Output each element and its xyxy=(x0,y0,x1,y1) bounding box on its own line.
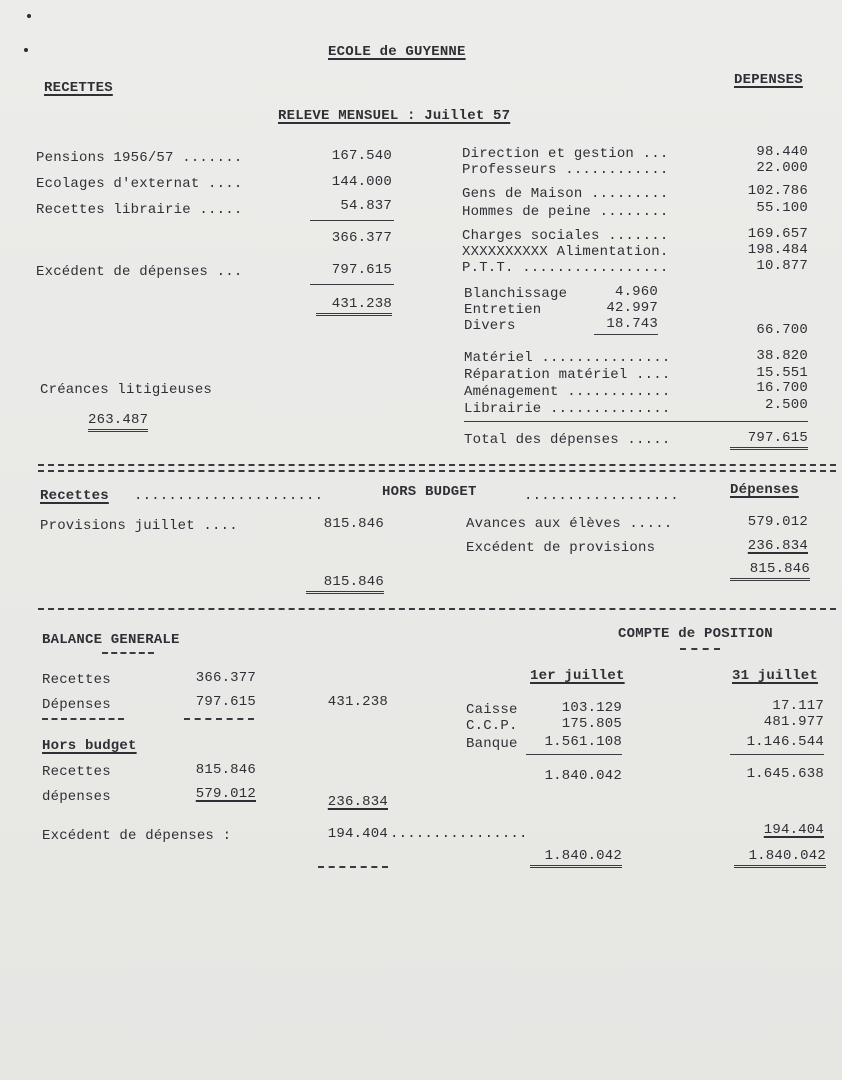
excedent-value: 797.615 xyxy=(331,262,392,278)
depenses-item-value: 10.877 xyxy=(756,258,808,274)
compte-total1: 1.840.042 xyxy=(544,768,622,784)
hb-depenses-value: 579.012 xyxy=(195,786,256,802)
depenses-item-value: 55.100 xyxy=(756,200,808,216)
school-title: ECOLE de GUYENNE xyxy=(328,44,466,60)
section-divider xyxy=(38,464,836,466)
sub-item-label: Divers xyxy=(464,318,516,334)
row-dash xyxy=(184,718,254,720)
compte-row-label: Caisse xyxy=(466,702,518,718)
punch-dot xyxy=(27,14,31,18)
depenses-item2-label: Librairie .............. xyxy=(464,401,671,417)
depenses-item2-value: 15.551 xyxy=(756,365,808,381)
row-dash xyxy=(318,866,388,868)
compte-title: COMPTE de POSITION xyxy=(618,626,773,642)
total-depenses-label: Total des dépenses ..... xyxy=(464,432,671,448)
depenses-item-label: XXXXXXXXXX Alimentation. xyxy=(462,244,669,260)
punch-dot xyxy=(24,48,28,52)
recettes-heading: RECETTES xyxy=(44,80,113,96)
hb-recettes-heading: Recettes xyxy=(40,488,109,504)
hb-depenses-label: dépenses xyxy=(42,789,111,805)
depenses-item2-label: Matériel ............... xyxy=(464,350,671,366)
balance-excedent-dots: ................ xyxy=(390,826,528,842)
compte-row-v2: 1.146.544 xyxy=(746,734,824,750)
balance-depenses-label: Dépenses xyxy=(42,697,111,713)
recettes-item-value: 144.000 xyxy=(331,174,392,190)
recettes-item-label: Ecolages d'externat .... xyxy=(36,176,243,192)
compte-col2-header: 31 juillet xyxy=(732,668,819,684)
creances-label: Créances litigieuses xyxy=(40,382,213,398)
sub-item-value: 4.960 xyxy=(614,284,658,300)
hb-left-total: 815.846 xyxy=(306,574,384,594)
depenses-item-label: P.T.T. ................. xyxy=(462,260,669,276)
sub-item-label: Entretien xyxy=(464,302,542,318)
depenses-item-value: 198.484 xyxy=(747,242,808,258)
hors-budget-title: HORS BUDGET xyxy=(382,484,477,500)
compte-final2: 1.840.042 xyxy=(734,848,826,868)
hb-right-total: 815.846 xyxy=(730,561,810,581)
depenses-item2-value: 16.700 xyxy=(756,380,808,396)
balance-depenses-value: 797.615 xyxy=(195,694,256,710)
recettes-total: 431.238 xyxy=(316,296,392,316)
underline xyxy=(464,421,808,422)
depenses-heading: DEPENSES xyxy=(734,72,803,88)
depenses-item-label: Hommes de peine ........ xyxy=(462,204,669,220)
depenses-item-label: Professeurs ............ xyxy=(462,162,669,178)
compte-row-v1: 103.129 xyxy=(561,700,622,716)
title-dash xyxy=(680,648,720,650)
provisions-value: 815.846 xyxy=(323,516,384,532)
recettes-item-label: Pensions 1956/57 ....... xyxy=(36,150,243,166)
balance-title: BALANCE GENERALE xyxy=(42,632,180,648)
compte-row-v2: 481.977 xyxy=(763,714,824,730)
compte-total2: 1.645.638 xyxy=(746,766,824,782)
underline xyxy=(310,220,394,221)
compte-row-v1: 1.561.108 xyxy=(544,734,622,750)
depenses-item-value: 169.657 xyxy=(747,226,808,242)
depenses-item-value: 102.786 xyxy=(747,183,808,199)
depenses-item-value: 22.000 xyxy=(756,160,808,176)
balance-recettes-value: 366.377 xyxy=(195,670,256,686)
provisions-label: Provisions juillet .... xyxy=(40,518,238,534)
depenses-item-label: Direction et gestion ... xyxy=(462,146,669,162)
hb-recettes-value: 815.846 xyxy=(195,762,256,778)
depenses-item2-label: Réparation matériel .... xyxy=(464,367,671,383)
sub-item-label: Blanchissage xyxy=(464,286,568,302)
balance-excedent-label: Excédent de dépenses : xyxy=(42,828,232,844)
excedent-label: Excédent de dépenses ... xyxy=(36,264,243,280)
depenses-item2-value: 38.820 xyxy=(756,348,808,364)
compte-row-v1: 175.805 xyxy=(561,716,622,732)
recettes-subtotal: 366.377 xyxy=(331,230,392,246)
hb-depenses-heading: Dépenses xyxy=(730,482,799,498)
balance-diff-value: 431.238 xyxy=(327,694,388,710)
depenses-item2-value: 2.500 xyxy=(764,397,808,413)
total-depenses-value: 797.615 xyxy=(730,430,808,450)
hb-recettes-label: Recettes xyxy=(42,764,111,780)
creances-value: 263.487 xyxy=(88,412,148,432)
depenses-item-label: Gens de Maison ......... xyxy=(462,186,669,202)
compte-excedent-value: 194.404 xyxy=(763,822,824,838)
row-dash xyxy=(42,718,124,720)
underline xyxy=(594,334,658,335)
sub-item-value: 18.743 xyxy=(606,316,658,332)
avances-label: Avances aux élèves ..... xyxy=(466,516,673,532)
excedent-provisions-label: Excédent de provisions xyxy=(466,540,656,556)
hb-right-dots: .................. xyxy=(524,488,679,504)
recettes-item-value: 54.837 xyxy=(340,198,392,214)
report-subtitle: RELEVE MENSUEL : Juillet 57 xyxy=(278,108,511,124)
compte-col1-header: 1er juillet xyxy=(530,668,625,684)
recettes-item-value: 167.540 xyxy=(331,148,392,164)
depenses-item2-label: Aménagement ............ xyxy=(464,384,671,400)
hors-budget-label: Hors budget xyxy=(42,738,137,754)
balance-excedent-value: 194.404 xyxy=(327,826,388,842)
compte-final1: 1.840.042 xyxy=(530,848,622,868)
avances-value: 579.012 xyxy=(747,514,808,530)
hb-diff-value: 236.834 xyxy=(327,794,388,810)
title-dash xyxy=(102,652,154,654)
excedent-provisions-value: 236.834 xyxy=(747,538,808,554)
compte-row-label: Banque xyxy=(466,736,518,752)
depenses-item-label: Charges sociales ....... xyxy=(462,228,669,244)
underline xyxy=(526,754,622,755)
underline xyxy=(730,754,824,755)
hb-left-dots: ...................... xyxy=(134,488,324,504)
sub-item-value: 42.997 xyxy=(606,300,658,316)
recettes-item-label: Recettes librairie ..... xyxy=(36,202,243,218)
underline xyxy=(310,284,394,285)
sub-total-value: 66.700 xyxy=(756,322,808,338)
section-divider xyxy=(38,608,836,610)
section-divider xyxy=(38,470,836,472)
depenses-item-value: 98.440 xyxy=(756,144,808,160)
balance-recettes-label: Recettes xyxy=(42,672,111,688)
compte-row-label: C.C.P. xyxy=(466,718,518,734)
compte-row-v2: 17.117 xyxy=(772,698,824,714)
